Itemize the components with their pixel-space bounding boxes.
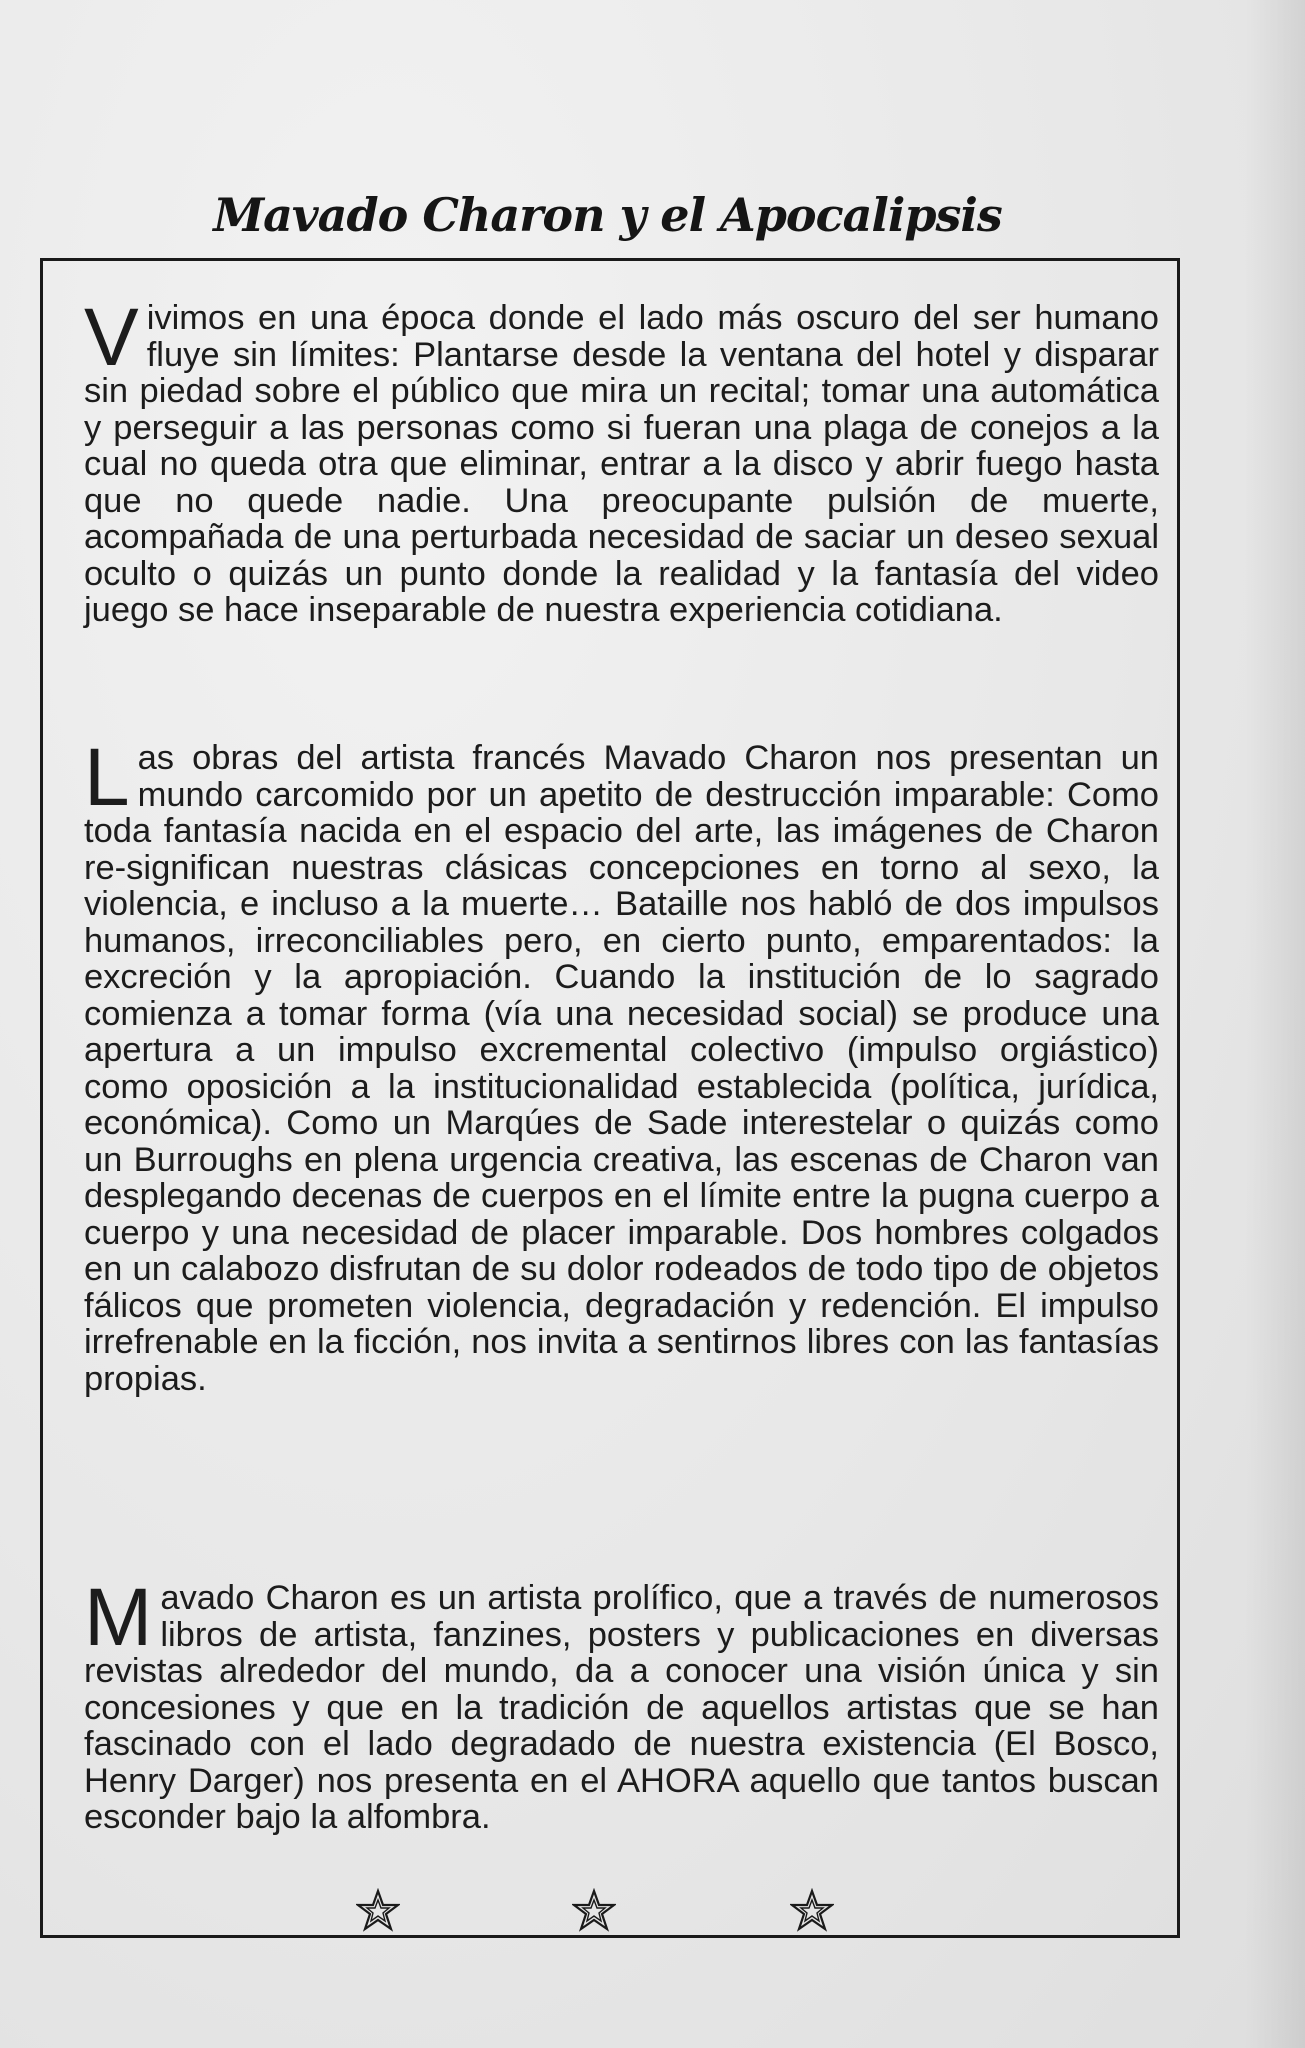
- paragraph-3-text: avado Charon es un artista prolífico, que a través de numerosos libros de artista, fanzines, posters y publicaciones en diversas revistas alrededor del mundo, da a conocer una visión única y sin concesiones y que en la tradición de aquellos artistas que se han fascinado con el lado degradado de nuestra existencia (El Bosco, Henry Darger) nos presenta en el AHORA aquello que tantos buscan esconder bajo la alfombra.: [84, 1579, 1159, 1836]
- dropcap-3: M: [84, 1572, 153, 1663]
- star-icon: [790, 1888, 834, 1932]
- star-icon: [356, 1888, 400, 1932]
- paragraph-2: [84, 732, 1159, 1398]
- star-icon: [572, 1888, 616, 1932]
- paragraph-3: [84, 1572, 1159, 1836]
- dropcap-1: V: [84, 292, 139, 383]
- paragraph-1-text: ivimos en una época donde el lado más oscuro del ser humano fluye sin límites: Plantarse desde la ventana del hotel y disparar sin piedad sobre el público que mira un recital; tomar una automática y perseguir a las personas como si fueran una plaga de conejos a la cual no queda otra que eliminar, entrar a la disco y abrir fuego hasta que no quede nadie. Una preocupante pulsión de muerte, acompañada de una perturbada necesidad de saciar un deseo sexual oculto o quizás un punto donde la realidad y la fantasía del video juego se hace inseparable de nuestra experiencia cotidiana.: [84, 299, 1159, 629]
- article-title: Mavado Charon y el Apocalipsis: [213, 188, 1002, 242]
- paragraph-1: [84, 292, 1159, 629]
- paragraph-2-text: as obras del artista francés Mavado Charon nos presentan un mundo carcomido por un apetito de destrucción imparable: Como toda fantasía nacida en el espacio del arte, las imágenes de Charon re-significan nuestras clásicas concepciones en torno al sexo, la violencia, e incluso a la muerte… Bataille nos habló de dos impulsos humanos, irreconciliables pero, en cierto punto, emparentados: la excreción y la apropiación. Cuando la institución de lo sagrado comienza a tomar forma (vía una necesidad social) se produce una apertura a un impulso excremental colectivo (impulso orgiástico) como oposición a la institucionalidad establecida (política, jurídica, económica). Como un Marqúes de Sade interestelar o quizás como un Burroughs en plena urgencia creativa, las escenas de Charon van desplegando decenas de cuerpos en el límite entre la pugna cuerpo a cuerpo y una necesidad de placer imparable. Dos hombres colgados en un calabozo disfrutan de su dolor rodeados de todo tipo de objetos fálicos que prometen violencia, degradación y redención. El impulso irrefrenable en la ficción, nos invita a sentirnos libres con las fantasías propias.: [84, 739, 1159, 1398]
- dropcap-2: L: [84, 732, 130, 823]
- star-ornaments: [0, 1888, 1305, 1948]
